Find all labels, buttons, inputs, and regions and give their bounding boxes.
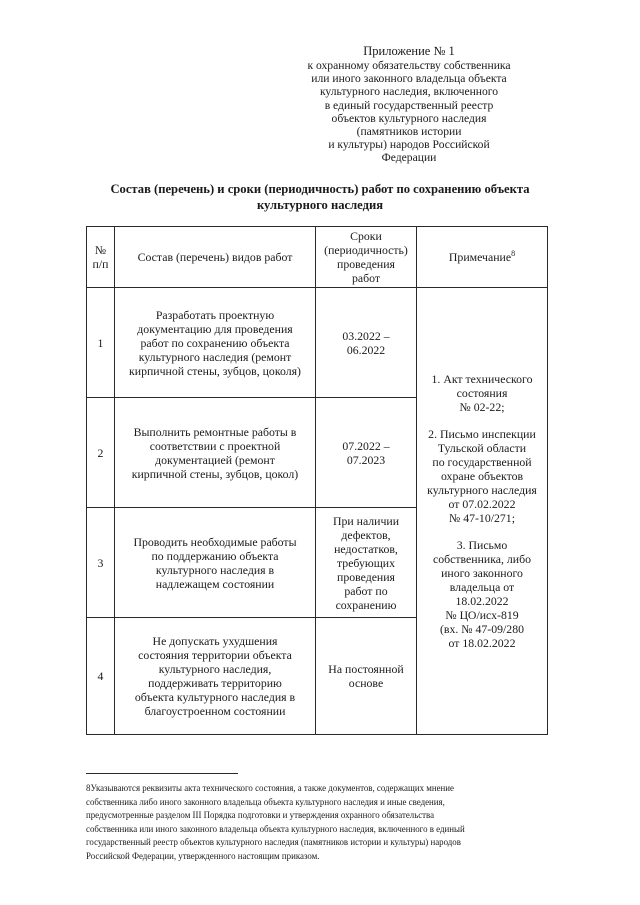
note-line: 3. Письмо bbox=[456, 538, 508, 552]
table-row bbox=[87, 288, 548, 398]
header-terms-line: Сроки bbox=[350, 229, 382, 243]
row-works bbox=[115, 288, 316, 398]
works-line: благоустроенном состоянии bbox=[144, 704, 286, 718]
header-number bbox=[87, 227, 115, 288]
footnote-line: собственника либо иного законного владельца объекта культурного наследия и иные сведения, bbox=[86, 796, 445, 807]
note-line: иного законного bbox=[441, 566, 523, 580]
note-line: культурного наследия bbox=[427, 483, 537, 497]
works-line: культурного наследия, bbox=[158, 662, 272, 676]
works-line: культурного наследия в bbox=[155, 562, 275, 577]
terms-line: 03.2022 – bbox=[342, 328, 390, 343]
appendix-line: объектов культурного наследия bbox=[331, 111, 487, 125]
works-line: кирпичной стены, зубцов, цокол) bbox=[131, 466, 299, 481]
heading-line: культурного наследия bbox=[256, 198, 384, 212]
header-works: Состав (перечень) видов работ bbox=[115, 227, 316, 288]
row-number: 1 bbox=[87, 288, 115, 398]
footnote-separator bbox=[86, 773, 238, 774]
row-terms bbox=[316, 618, 417, 735]
appendix-line: к охранному обязательству собственника bbox=[307, 59, 511, 72]
note-line: Тульской области bbox=[437, 441, 527, 455]
appendix-line: Федерации bbox=[381, 151, 437, 165]
note-line: № 47-10/271; bbox=[449, 511, 515, 525]
terms-line: основе bbox=[348, 676, 384, 690]
appendix-line: или иного законного владельца объекта bbox=[311, 72, 507, 86]
works-line: соответствии с проектной bbox=[149, 438, 281, 453]
footnote-line: собственника или иного законного владельца объекта культурного наследия, включенного в единый bbox=[86, 823, 465, 834]
footnote-marker: 8 bbox=[511, 249, 516, 259]
note-cell bbox=[417, 288, 548, 735]
note-line: 1. Акт технического bbox=[431, 372, 533, 386]
works-line: документацию для проведения bbox=[137, 321, 293, 336]
appendix-line: (памятников истории bbox=[356, 125, 462, 139]
works-line: по поддержанию объекта bbox=[151, 548, 279, 563]
note-line: от 07.02.2022 bbox=[448, 497, 516, 511]
appendix-line: культурного наследия, включенного bbox=[319, 85, 499, 99]
note-line: № 02-22; bbox=[459, 400, 505, 414]
note-line: от 18.02.2022 bbox=[448, 636, 516, 650]
terms-line: проведения bbox=[337, 569, 395, 584]
header-note bbox=[417, 227, 548, 288]
footnote-line: предусмотренные разделом III Порядка подготовки и утверждения охранного обязательства bbox=[86, 810, 435, 821]
terms-line: 07.2023 bbox=[346, 452, 386, 467]
works-line: надлежащем состоянии bbox=[155, 576, 275, 591]
terms-line: сохранению bbox=[335, 597, 397, 612]
appendix-line: в единый государственный реестр bbox=[324, 98, 494, 112]
terms-line: 07.2022 – bbox=[342, 438, 390, 453]
appendix-line: и культуры) народов Российской bbox=[328, 138, 490, 152]
header-terms bbox=[316, 227, 417, 288]
terms-line: При наличии bbox=[332, 513, 400, 528]
note-line: 18.02.2022 bbox=[455, 594, 509, 608]
appendix-block bbox=[300, 44, 518, 165]
works-line: Выполнить ремонтные работы в bbox=[133, 424, 297, 439]
works-line: кирпичной стены, зубцов, цоколя) bbox=[129, 363, 301, 378]
note-line: № ЦО/исх-819 bbox=[445, 608, 519, 622]
note-line: охране объектов bbox=[440, 469, 524, 483]
note-gap bbox=[420, 525, 544, 538]
works-line: работ по сохранению объекта bbox=[140, 335, 290, 350]
works-line: поддерживать территорию bbox=[148, 676, 282, 690]
works-line: Разработать проектную bbox=[155, 307, 275, 322]
note-line: владельца от bbox=[449, 580, 515, 594]
terms-line: недостатков, bbox=[334, 541, 398, 556]
terms-line: требующих bbox=[337, 555, 395, 570]
works-line: культурного наследия (ремонт bbox=[138, 349, 292, 364]
row-terms bbox=[316, 398, 417, 508]
works-line: документацией (ремонт bbox=[155, 452, 275, 467]
works-line: Проводить необходимые работы bbox=[133, 534, 297, 549]
note-line: 2. Письмо инспекции bbox=[428, 427, 536, 441]
note-line: состояния bbox=[456, 386, 508, 400]
footnote bbox=[86, 782, 548, 864]
header-terms-line: проведения bbox=[337, 257, 395, 271]
works-line: Не допускать ухудшения bbox=[152, 634, 278, 648]
row-works bbox=[115, 618, 316, 735]
appendix-title: Приложение № 1 bbox=[363, 44, 455, 58]
document-heading bbox=[80, 181, 560, 213]
note-gap bbox=[420, 414, 544, 427]
header-number-line: п/п bbox=[92, 257, 109, 271]
row-works bbox=[115, 398, 316, 508]
works-line: объекта культурного наследия в bbox=[134, 690, 296, 704]
terms-line: дефектов, bbox=[341, 527, 391, 542]
terms-line: 06.2022 bbox=[346, 342, 386, 357]
row-number: 3 bbox=[87, 508, 115, 618]
note-line: (вх. № 47-09/280 bbox=[440, 622, 524, 636]
header-number-line: № bbox=[94, 243, 107, 257]
header-terms-line: (периодичность) bbox=[324, 243, 408, 257]
row-works bbox=[115, 508, 316, 618]
footnote-line: государственный реестр объектов культурного наследия (памятников истории и культуры) народов bbox=[86, 837, 461, 848]
header-terms-line: работ bbox=[351, 271, 381, 285]
footnote-line: Российской Федерации, утвержденного настоящим приказом. bbox=[86, 850, 320, 861]
works-table bbox=[86, 226, 548, 735]
footnote-line: 8Указываются реквизиты акта технического состояния, а также документов, содержащих мнение bbox=[86, 783, 454, 793]
terms-line: работ по bbox=[344, 583, 388, 598]
table-header-row bbox=[87, 227, 548, 288]
row-terms bbox=[316, 288, 417, 398]
works-line: состояния территории объекта bbox=[138, 648, 292, 662]
header-note-label: Примечание bbox=[448, 250, 512, 264]
terms-line: На постоянной bbox=[328, 662, 404, 676]
heading-line: Состав (перечень) и сроки (периодичность) работ по сохранению объекта bbox=[110, 182, 530, 196]
note-line: по государственной bbox=[432, 455, 532, 469]
row-terms bbox=[316, 508, 417, 618]
row-number: 2 bbox=[87, 398, 115, 508]
note-line: собственника, либо bbox=[433, 552, 531, 566]
row-number: 4 bbox=[87, 618, 115, 735]
